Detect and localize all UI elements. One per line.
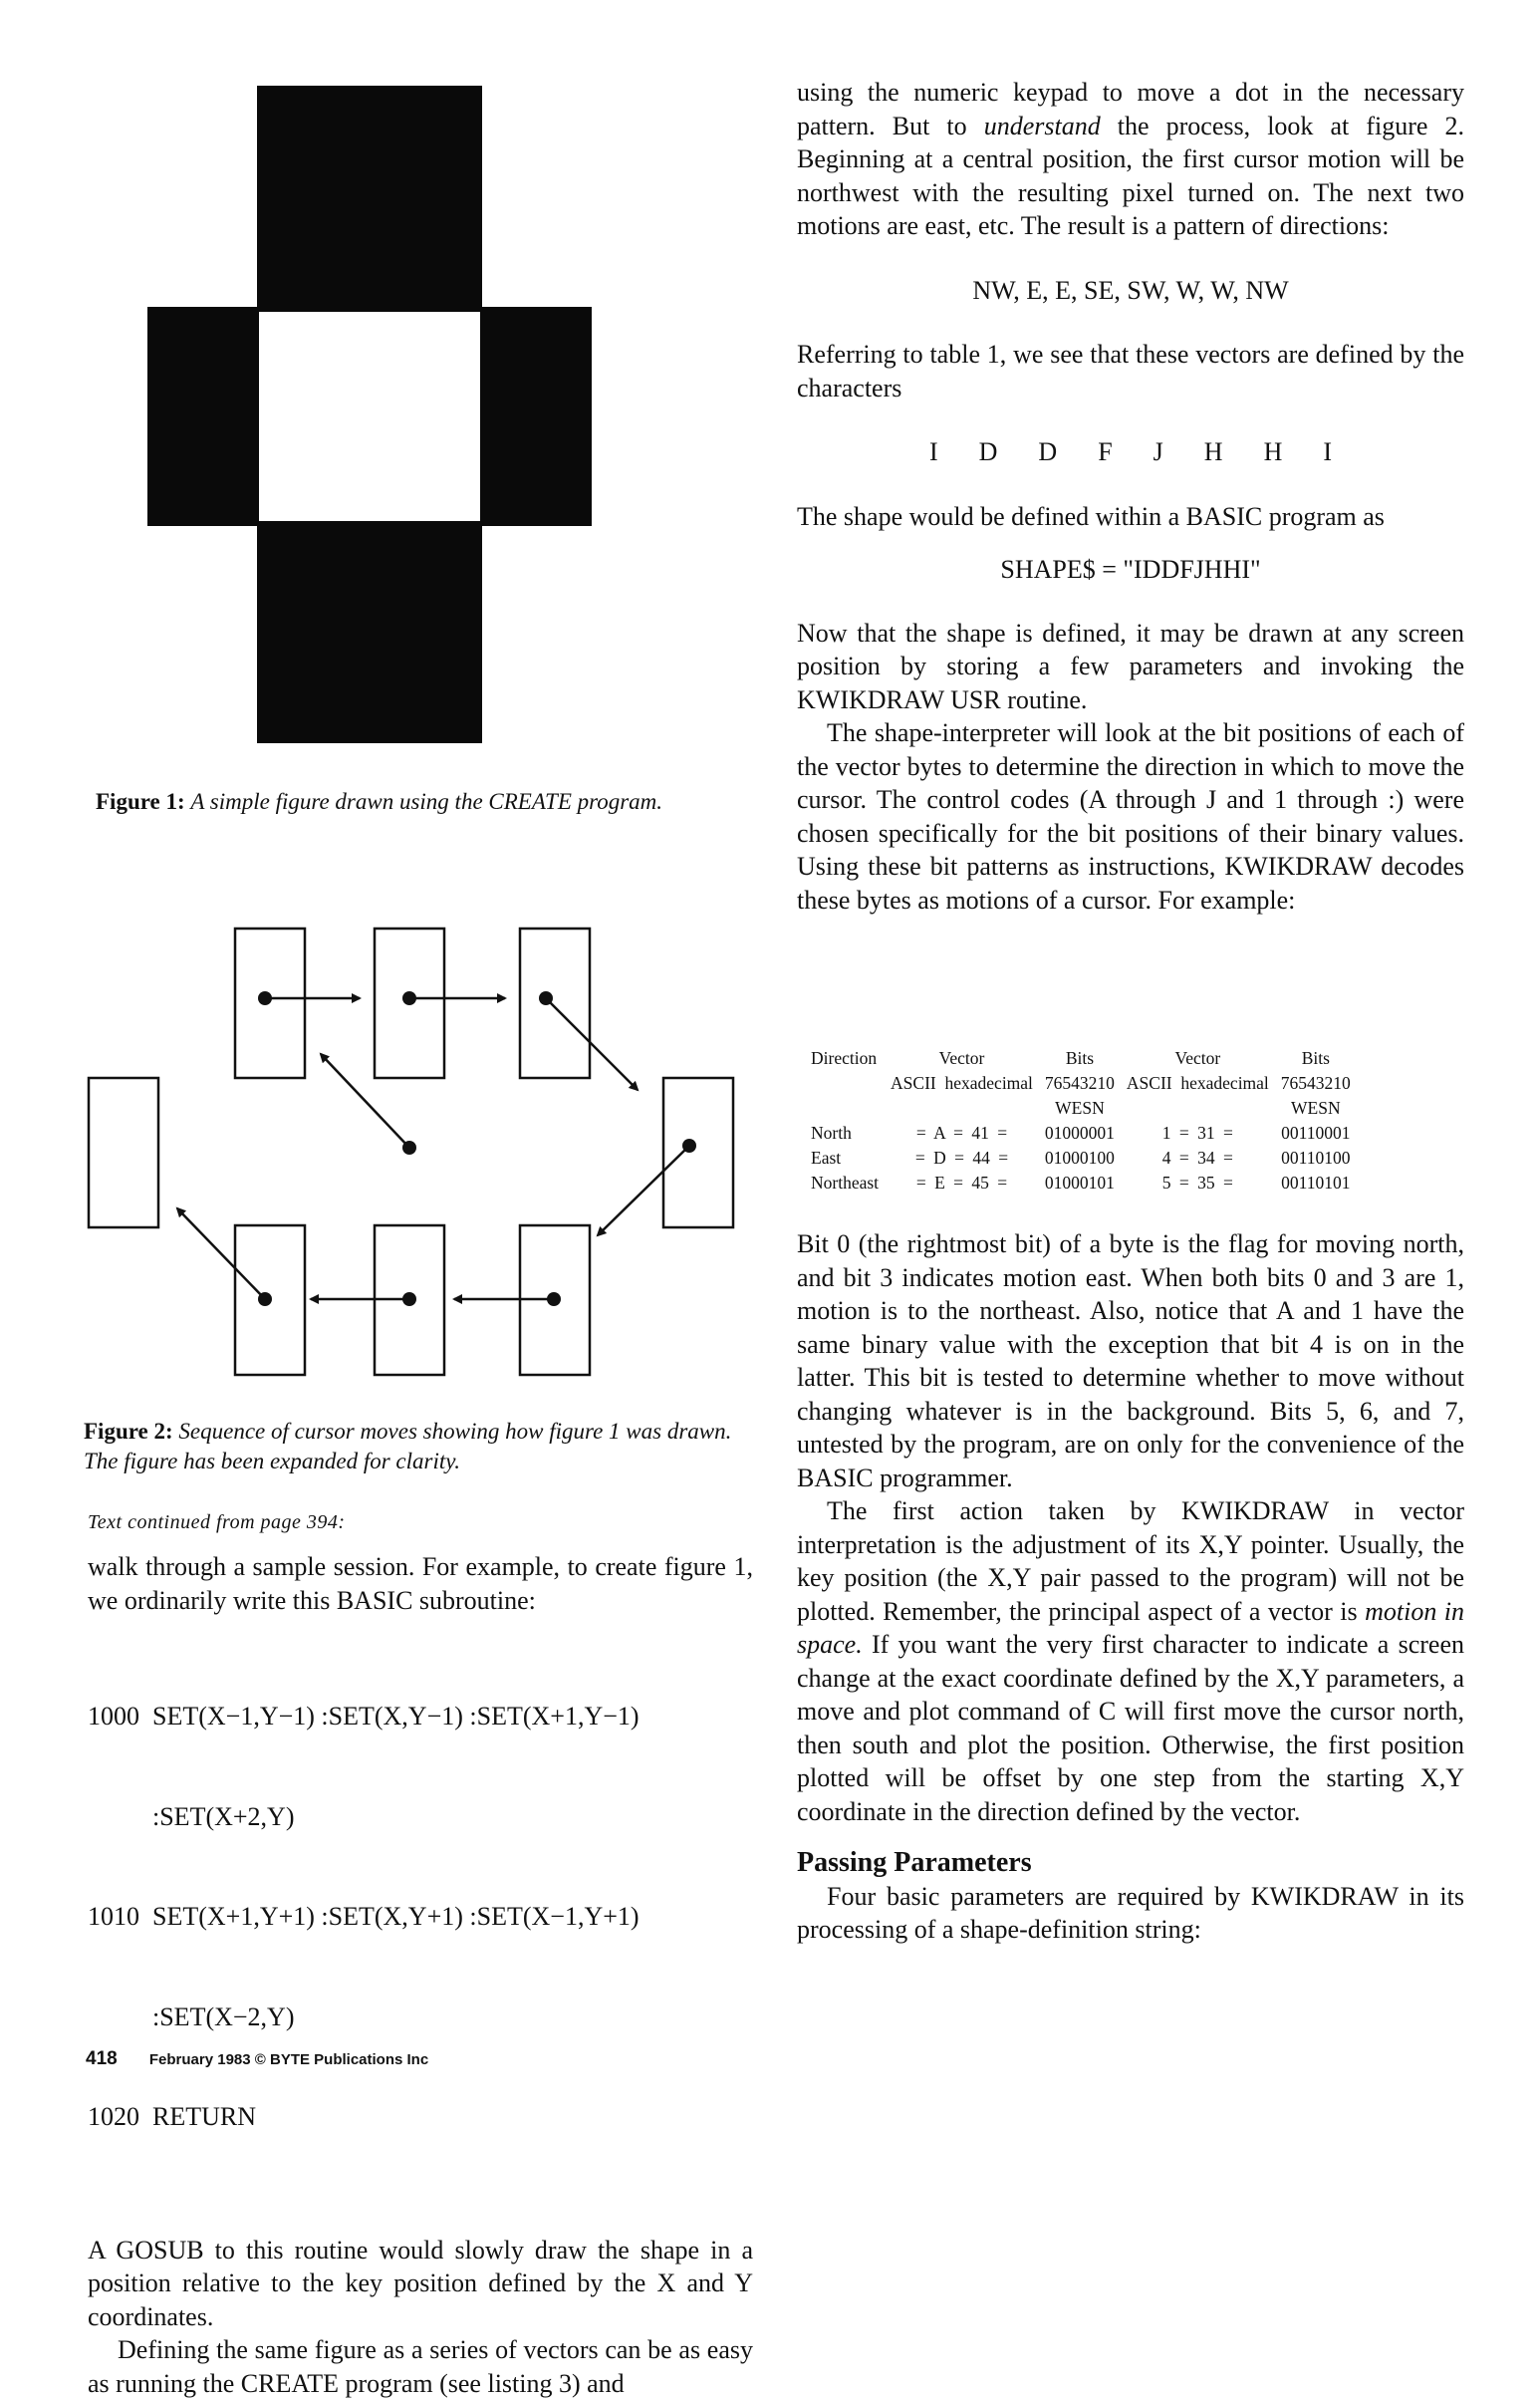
- left-para-3: Defining the same figure as a series of vectors can be as easy as running the CREATE program (see listing 3) and: [88, 2335, 753, 2398]
- col-header-vector-2: Vector: [1174, 1048, 1221, 1068]
- figure-1-caption: [96, 787, 753, 817]
- right-para-8: Four basic parameters are required by KWIKDRAW in its processing of a shape-definition string:: [797, 1881, 1464, 1944]
- basic-listing: [88, 1633, 753, 2201]
- table-row: [805, 1171, 1357, 1196]
- dot-right: [682, 1139, 696, 1153]
- right-para-3: The shape would be defined within a BASIC program as: [797, 501, 1385, 531]
- row-vector-ascii: = D = 44 =: [914, 1148, 1009, 1168]
- row-bits-ascii: 01000101: [1044, 1173, 1115, 1193]
- vector-bit-table: [805, 1046, 1357, 1196]
- sub-header-wesn-2: WESN: [1291, 1098, 1341, 1118]
- left-column-body: [88, 1550, 753, 2400]
- code-line: 1020 RETURN: [88, 2102, 256, 2131]
- row-direction: Northeast: [811, 1173, 880, 1193]
- page-footer: [86, 2048, 428, 2070]
- arrow-sw: [598, 1146, 689, 1235]
- row-vector-digit: 4 = 34 =: [1161, 1148, 1233, 1168]
- sub-header-ascii-hex-1: ASCII hexadecimal: [891, 1073, 1033, 1093]
- figure-2-diagram: [86, 927, 743, 1385]
- code-line: 1000 SET(X−1,Y−1) :SET(X,Y−1) :SET(X+1,Y−1): [88, 1702, 640, 1731]
- dot-bottom-1: [258, 1292, 272, 1306]
- dot-top-1: [258, 991, 272, 1005]
- left-para-2: A GOSUB to this routine would slowly draw the shape in a position relative to the key position defined by the X and Y coordinates.: [88, 2235, 753, 2331]
- right-para-4: Now that the shape is defined, it may be drawn at any screen position by storing a few parameters and invoking the KWIKDRAW USR routine.: [797, 618, 1464, 714]
- cell-top-1: [235, 929, 305, 1078]
- arrow-se: [546, 998, 638, 1090]
- dot-bottom-2: [402, 1292, 416, 1306]
- sub-header-wesn-1: WESN: [1055, 1098, 1105, 1118]
- dot-top-2: [402, 991, 416, 1005]
- figure-2-caption: [84, 1417, 751, 1476]
- publication-line: February 1983 © BYTE Publications Inc: [148, 2051, 429, 2068]
- arrow-nw-start: [321, 1054, 409, 1148]
- cell-left: [89, 1078, 158, 1227]
- right-column-bottom: [797, 1227, 1464, 1947]
- figure-1-center-hole: [259, 312, 480, 521]
- row-direction: East: [811, 1148, 842, 1168]
- code-line: 1010 SET(X+1,Y+1) :SET(X,Y+1) :SET(X−1,Y+1): [88, 1902, 640, 1931]
- sub-header-bit-numbers-2: 76543210: [1280, 1073, 1351, 1093]
- row-bits-ascii: 01000001: [1044, 1123, 1115, 1143]
- shape-definition-line: SHAPE$ = "IDDFJHHI": [1000, 555, 1261, 584]
- row-vector-ascii: = E = 45 =: [915, 1173, 1008, 1193]
- figure-1-left-block: [147, 307, 259, 526]
- row-vector-ascii: = A = 41 =: [915, 1123, 1008, 1143]
- continued-note: Text continued from page 394:: [88, 1511, 346, 1533]
- figure-2-caption-text: Sequence of cursor moves showing how figure 1 was drawn. The figure has been expanded for clarity.: [84, 1419, 732, 1473]
- col-header-bits-1: Bits: [1065, 1048, 1095, 1068]
- left-para-1: walk through a sample session. For example, to create figure 1, we ordinarily write this BASIC subroutine:: [88, 1552, 753, 1615]
- right-para-1: using the numeric keypad to move a dot in the necessary pattern. But to understand the process, look at figure 2. Beginning at a central position, the first cursor motion will be northwest with the resulting pixel turned on. The next two motions are east, etc. The result is a pattern of directions:: [797, 78, 1464, 240]
- table-row: [805, 1121, 1357, 1146]
- figure-1-caption-text: A simple figure drawn using the CREATE program.: [190, 789, 663, 814]
- right-para-5: The shape-interpreter will look at the bit positions of each of the vector bytes to determine the direction in which to move the cursor. The control codes (A through J and 1 through :) were chosen specifically for the bit positions of their binary values. Using these bit patterns as instructions, KWIKDRAW decodes these bytes as motions of a cursor. For example:: [797, 718, 1464, 915]
- row-direction: North: [811, 1123, 852, 1143]
- figure-1-caption-label: Figure 1:: [96, 789, 185, 814]
- arrow-nw-end: [177, 1208, 265, 1299]
- col-header-direction: Direction: [811, 1048, 878, 1068]
- figure-1-right-block: [480, 307, 592, 526]
- cell-top-3: [520, 929, 590, 1078]
- right-para-7: The first action taken by KWIKDRAW in vector interpretation is the adjustment of its X,Y pointer. Usually, the key position (the X,Y pair passed to the program) will not be plotted. Remember, the principal aspect of a vector is motion in space. If you want the very first character to indicate a screen change at the exact coordinate defined by the X,Y parameters, a move and plot command of C will first move the cursor north, then south and plot the position. Otherwise, the first position plotted will be offset by one step from the starting X,Y coordinate in the direction defined by the vector.: [797, 1496, 1465, 1826]
- page-number: 418: [86, 2048, 118, 2069]
- right-para-2: Referring to table 1, we see that these vectors are defined by the characters: [797, 340, 1464, 402]
- row-bits-ascii: 01000100: [1044, 1148, 1115, 1168]
- col-header-bits-2: Bits: [1301, 1048, 1330, 1068]
- row-bits-digit: 00110100: [1281, 1148, 1351, 1168]
- sub-header-bit-numbers-1: 76543210: [1044, 1073, 1115, 1093]
- cell-right: [663, 1078, 733, 1227]
- col-header-vector-1: Vector: [938, 1048, 985, 1068]
- dot-bottom-3: [547, 1292, 561, 1306]
- vector-characters: I D D F J H H I: [929, 437, 1332, 466]
- direction-sequence: NW, E, E, SE, SW, W, W, NW: [972, 275, 1289, 305]
- right-para-6: Bit 0 (the rightmost bit) of a byte is the flag for moving north, and bit 3 indicates motion east. When both bits 0 and 3 are 1, motion is to the northeast. Also, notice that A and 1 have the same binary value with the exception that bit 4 is on in the latter. This bit is tested to determine whether to move without changing whatever is in the background. Bits 5, 6, and 7, untested by the program, are on only for the convenience of the BASIC programmer.: [797, 1229, 1464, 1492]
- figure-1-graphic: [147, 86, 592, 743]
- section-heading: Passing Parameters: [797, 1847, 1032, 1878]
- row-vector-digit: 5 = 35 =: [1161, 1173, 1233, 1193]
- table-row: [805, 1146, 1357, 1171]
- row-bits-digit: 00110001: [1281, 1123, 1351, 1143]
- figure-2-caption-label: Figure 2:: [84, 1419, 173, 1444]
- code-line: :SET(X−2,Y): [88, 2001, 295, 2031]
- code-line: :SET(X+2,Y): [88, 1801, 295, 1831]
- dot-top-3: [539, 991, 553, 1005]
- row-bits-digit: 00110101: [1281, 1173, 1351, 1193]
- sub-header-ascii-hex-2: ASCII hexadecimal: [1126, 1073, 1269, 1093]
- dot-start: [402, 1141, 416, 1155]
- right-column-top: [797, 76, 1464, 917]
- row-vector-digit: 1 = 31 =: [1161, 1123, 1233, 1143]
